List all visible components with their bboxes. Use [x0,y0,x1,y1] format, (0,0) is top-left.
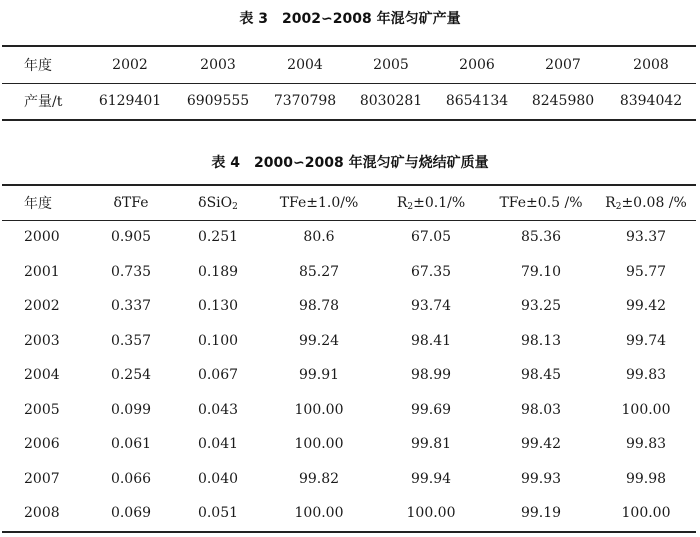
table3-header-row [2,47,696,83]
table4-cell: 99.42 [520,436,562,453]
table4-row [2,324,696,359]
table4-year-cell: 2003 [24,332,60,349]
table4-cell: 85.36 [520,229,562,246]
table4-cell: 0.189 [197,263,239,280]
table4-header-r2-008 [596,186,696,220]
table4-cell: 99.91 [298,367,340,384]
table4-cell: 67.05 [410,229,452,246]
table4-cell: 95.77 [625,263,667,280]
table4-cell: 99.24 [298,332,340,349]
table4-year-cell: 2005 [24,401,60,418]
table4-cell: 93.25 [520,298,562,315]
table4-cell: 99.42 [625,298,667,315]
dsio2-subscript: 2 [232,201,238,212]
table4-cell: 98.99 [410,367,452,384]
table4-row [2,255,696,290]
table4-cell: 93.74 [410,298,452,315]
table3-header-cell: 2002 [112,57,148,73]
table4-cell: 67.35 [410,263,452,280]
table4-year-cell: 2000 [24,229,60,246]
table4-cell: 0.100 [197,332,239,349]
table4-bottom-rule [2,531,696,533]
table4-cell: 0.735 [110,263,152,280]
table3-cell: 6129401 [98,93,162,109]
table4-cell: 0.067 [197,367,239,384]
table4-year-cell: 2002 [24,298,60,315]
table4-caption-number: 表 4 [211,155,241,171]
table4-cell: 0.130 [197,298,239,315]
table4-header-tfe1: TFe±1.0/% [279,195,359,211]
table3-cell: 8030281 [359,93,423,109]
table4-cell: 98.45 [520,367,562,384]
table4-row [2,393,696,428]
table4-row [2,220,696,255]
table4-cell: 98.03 [520,401,562,418]
table3-cell: 6909555 [186,93,250,109]
table4-cell: 99.19 [520,505,562,522]
table4-cell: 98.78 [298,298,340,315]
table4-cell: 99.83 [625,436,667,453]
table4-cell: 98.13 [520,332,562,349]
table3-header-cell: 2004 [287,57,323,73]
table4-year-cell: 2004 [24,367,60,384]
table4-cell: 0.251 [197,229,239,246]
table4-row [2,358,696,393]
table4-cell: 0.337 [110,298,152,315]
table3-cell: 8654134 [445,93,509,109]
table3-header-cell: 2007 [545,57,581,73]
r2-008-letter: R [605,194,616,211]
table4-cell: 79.10 [520,263,562,280]
r2-01-letter: R [396,194,408,211]
table4-cell: 0.069 [110,505,152,522]
table4-header-r2-01 [376,186,486,220]
table4-row [2,289,696,324]
table4-cell: 0.357 [110,332,152,349]
table4-cell: 0.066 [110,470,152,487]
table4-header-dsio2 [174,186,262,220]
table4-cell: 100.00 [621,505,671,522]
r2-008-rest: ±0.08 /% [621,194,687,211]
table4-cell: 0.099 [110,401,152,418]
table4-caption-text: 2000∽2008 年混匀矿与烧结矿质量 [254,155,489,171]
table3-header-cell: 2006 [459,57,495,73]
table3-bottom-rule [2,119,696,121]
table3-cell: 8245980 [531,93,595,109]
table4-row [2,427,696,462]
table4-year-cell: 2008 [24,505,60,522]
table4-cell: 100.00 [294,436,344,453]
table4-cell: 0.043 [197,401,239,418]
table3-header-cell: 2003 [200,57,236,73]
table4-cell: 99.94 [410,470,452,487]
table4-cell: 0.040 [197,470,239,487]
table4-cell: 99.81 [410,436,452,453]
dsio2-text: δSiO [198,194,233,211]
table4-cell: 0.051 [197,505,239,522]
table4-cell: 0.061 [110,436,152,453]
table4-year-cell: 2001 [24,263,60,280]
table4-cell: 80.6 [303,229,335,246]
table4-cell: 0.905 [110,229,152,246]
r2-01-rest: ±0.1/% [413,194,466,211]
table4-cell: 85.27 [298,263,340,280]
table4-cell: 100.00 [294,505,344,522]
table4-cell: 99.69 [410,401,452,418]
table3-caption [0,8,700,28]
table3-header-cell: 2008 [633,57,669,73]
table4-header-tfe05: TFe±0.5 /% [499,195,583,211]
table3-cell: 8394042 [619,93,683,109]
table4-cell: 0.041 [197,436,239,453]
table3-cell: 产量/t [24,94,63,110]
r2-008-subscript: 2 [615,201,622,212]
table3-header-cell: 年度 [24,58,52,74]
table4-cell: 99.74 [625,332,667,349]
table4-cell: 99.93 [520,470,562,487]
table4-header-dtfe: δTFe [113,195,149,211]
table4-year-cell: 2006 [24,436,60,453]
table4-header-year: 年度 [24,196,52,212]
table4-cell: 93.37 [625,229,667,246]
table4-cell: 0.254 [110,367,152,384]
table4-cell: 100.00 [621,401,671,418]
table4-caption [0,152,700,172]
table4-cell: 100.00 [294,401,344,418]
r2-01-subscript: 2 [407,201,414,212]
table3 [2,47,696,119]
table4-cell: 99.83 [625,367,667,384]
table3-row [2,83,696,119]
table4 [2,186,696,531]
table3-cell: 7370798 [273,93,337,109]
table4-header-row [2,186,696,220]
table3-header-cell: 2005 [373,57,409,73]
table3-caption-number: 表 3 [239,11,269,27]
table4-cell: 99.82 [298,470,340,487]
table4-cell: 99.98 [625,470,667,487]
table4-cell: 100.00 [406,505,456,522]
table4-cell: 98.41 [410,332,452,349]
table3-caption-text: 2002∽2008 年混匀矿产量 [282,11,461,27]
table4-row [2,462,696,497]
table4-year-cell: 2007 [24,470,60,487]
table4-row [2,496,696,531]
